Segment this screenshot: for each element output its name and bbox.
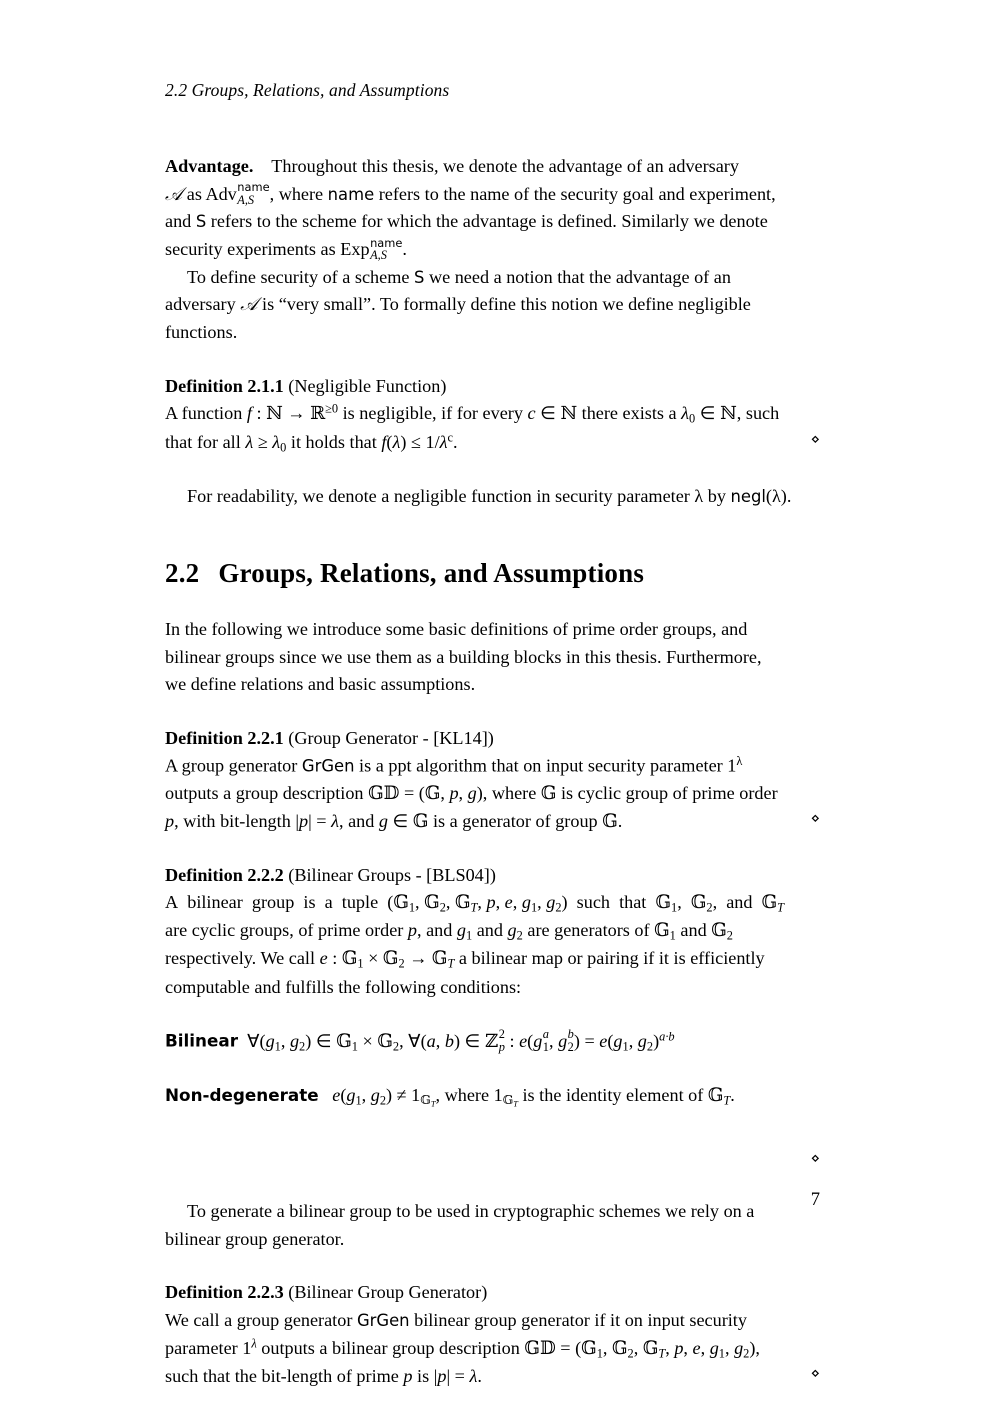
def211-sup: ≥0	[325, 401, 339, 416]
readability-post: (λ).	[765, 486, 792, 507]
bilinear-property	[165, 1027, 820, 1055]
definition-2-2-1-body	[165, 752, 820, 835]
security-definition-paragraph	[165, 264, 820, 347]
exp-sub: A,S	[370, 248, 387, 263]
def211-sub2: 0	[280, 440, 287, 455]
def221-line2: outputs a group description 𝔾𝔻 = (𝔾, p, g), where 𝔾 is cyclic group of prime order	[165, 783, 778, 805]
definition-2-2-1	[165, 725, 820, 752]
advantage-line3-pre: and	[165, 211, 192, 232]
para2-pre: To define security of a scheme	[187, 266, 410, 287]
def211-sub: 0	[689, 411, 696, 426]
nondegenerate-label: Non-degenerate	[165, 1084, 319, 1105]
definition-2-2-1-end-marker: ⋄	[810, 810, 820, 827]
bilinear-label: Bilinear	[165, 1030, 238, 1051]
grgen-token-2: GrGen	[356, 1310, 410, 1330]
para2-rest-2: is “very small”. To formally define this notion we define negligible	[262, 294, 751, 315]
readability-pre: For readability, we denote a negligible function in security parameter λ by	[187, 486, 726, 507]
page-number: 7	[810, 1190, 820, 1210]
definition-2-2-3	[165, 1279, 820, 1306]
name-token: name	[327, 184, 375, 204]
definition-2-2-2-body	[165, 889, 820, 1001]
intro-line-1: In the following we introduce some basic definitions of prime order groups, and	[165, 618, 748, 639]
definition-2-2-2	[165, 862, 820, 889]
def211-body-2: that for all $\lambda \ge \lambda_0$ it holds that $f(\lambda) \le 1/\lambda^c$.	[165, 430, 458, 455]
definition-2-1-1	[165, 373, 820, 400]
definition-2-1-1-title: (Negligible Function)	[288, 375, 447, 396]
readability-paragraph	[165, 483, 820, 511]
def222-line2: are cyclic groups, of prime order p, and $g_1$ and $g_2$ are generators of 𝔾$_1$ and 𝔾$_2$	[165, 920, 733, 943]
def223-line3: such that the bit-length of prime p is |p| = λ.	[165, 1366, 482, 1387]
definition-2-2-3-body	[165, 1307, 820, 1391]
para2-mid: we need a notion that the advantage of an	[428, 266, 731, 287]
definition-2-2-2-title: (Bilinear Groups - [BLS04])	[288, 864, 496, 885]
section-intro-paragraph	[165, 616, 820, 699]
definition-2-2-1-number: Definition 2.2.1	[165, 727, 284, 748]
bridge-line-1: To generate a bilinear group to be used in cryptographic schemes we rely on a	[187, 1201, 755, 1222]
negl-token: negl	[730, 487, 766, 507]
nondegenerate-formula: $e(g_1$, $g_2) \ne 1_{𝔾_T}$, where $1_{𝔾_T}$ is the identity element of 𝔾$_T$.	[332, 1084, 735, 1109]
intro-line-2: bilinear groups since we use them as a building blocks in this thesis. Furthermore,	[165, 646, 762, 667]
adv-sup: name	[237, 180, 270, 195]
advantage-text-1: Throughout this thesis, we denote the advantage of an adversary	[271, 156, 739, 176]
adv-subsup	[237, 182, 269, 206]
def221-sup: λ	[736, 754, 743, 769]
def211-sup2: c	[447, 430, 454, 445]
exp-subsup	[370, 235, 403, 263]
advantage-line2-post: refers to the name of the security goal and experiment,	[378, 183, 776, 204]
advantage-line4-post: .	[402, 238, 407, 259]
para2-rest-3: functions.	[165, 321, 238, 342]
advantage-line2-mid: , where	[269, 183, 324, 204]
advantage-line3-post: refers to the scheme for which the advantage is defined. Similarly we denote	[210, 211, 768, 232]
section-heading	[165, 558, 820, 589]
grgen-token-1: GrGen	[301, 756, 355, 776]
advantage-line4-pre: security experiments as Exp	[165, 238, 370, 259]
definition-2-2-3-number: Definition 2.2.3	[165, 1282, 284, 1303]
nondegenerate-property	[165, 1082, 820, 1111]
def223-line2: parameter $1^\lambda$ outputs a bilinear group description 𝔾𝔻 = (𝔾$_1$, 𝔾$_2$, 𝔾$_T$, p, e, $g_1$, $g_2$),	[165, 1336, 760, 1361]
section-title-text: Groups, Relations, and Assumptions	[218, 557, 645, 588]
advantage-line2-pre: as Adv	[186, 183, 237, 204]
page-content	[165, 80, 820, 1391]
bilinear-formula: $\forall(g_1$, $g_2$) ∈ 𝔾$_1$ × 𝔾$_2$, ∀(a, b) ∈ ℤ 2 p : e(g a 1 , g b 2 ) = $e(g_1$, $g_2)^{a\cdot b}$	[247, 1027, 675, 1054]
def221-line1-pre: A group generator	[165, 755, 298, 776]
bridge-paragraph	[165, 1198, 820, 1253]
definition-2-2-3-end-marker: ⋄	[810, 1366, 820, 1383]
intro-line-3: we define relations and basic assumptions.	[165, 674, 476, 695]
def222-line1: A bilinear group is a tuple (𝔾$_1$, 𝔾$_2$, 𝔾$_T$, p, e, $g_1$, $g_2$) such that 𝔾$_1$, 𝔾$_2$, and 𝔾$_T$	[165, 891, 784, 915]
definition-2-2-2-number: Definition 2.2.2	[165, 864, 284, 885]
def211-body-1: A function f : ℕ → ℝ$^{\ge 0}$ is negligible, if for every c ∈ ℕ there exists a $\lambda_0$ ∈ ℕ, such	[165, 401, 780, 426]
advantage-label: Advantage.	[165, 156, 254, 176]
def222-line3: respectively. We call e : 𝔾$_1$ × 𝔾$_2$ → 𝔾$_T$ a bilinear map or pairing if it is efficiently	[165, 948, 765, 971]
definition-2-1-1-number: Definition 2.1.1	[165, 375, 284, 396]
running-head: 2.2 Groups, Relations, and Assumptions	[165, 80, 450, 100]
para2-rest-1: adversary	[165, 294, 236, 315]
adversary-symbol-2: 𝒜	[240, 294, 258, 315]
def221-line1-post: is a ppt algorithm that on input security parameter 1	[359, 755, 737, 776]
bridge-line-2: bilinear group generator.	[165, 1228, 345, 1249]
adv-sub: A,S	[237, 192, 255, 207]
section-number: 2.2	[165, 557, 200, 588]
exp-sup: name	[370, 235, 403, 250]
definition-2-1-1-body	[165, 400, 820, 457]
def222-line4: computable and fulfills the following conditions:	[165, 976, 522, 997]
advantage-paragraph	[165, 153, 820, 264]
definition-2-2-3-title: (Bilinear Group Generator)	[288, 1282, 488, 1303]
def221-line3: p, with bit-length |p| = λ, and g ∈ 𝔾 is a generator of group 𝔾.	[165, 810, 623, 832]
definition-2-2-1-title: (Group Generator - [KL14])	[288, 727, 494, 748]
definition-2-2-2-end-marker: ⋄	[810, 1151, 820, 1168]
def223-line1-pre: We call a group generator	[165, 1309, 353, 1330]
definition-2-1-1-end-marker: ⋄	[810, 431, 820, 448]
def223-line1-post: bilinear group generator if it on input security	[414, 1309, 747, 1330]
scheme-token-2: S	[414, 267, 425, 287]
adversary-symbol: 𝒜	[165, 183, 183, 204]
scheme-token-1: S	[195, 212, 207, 232]
